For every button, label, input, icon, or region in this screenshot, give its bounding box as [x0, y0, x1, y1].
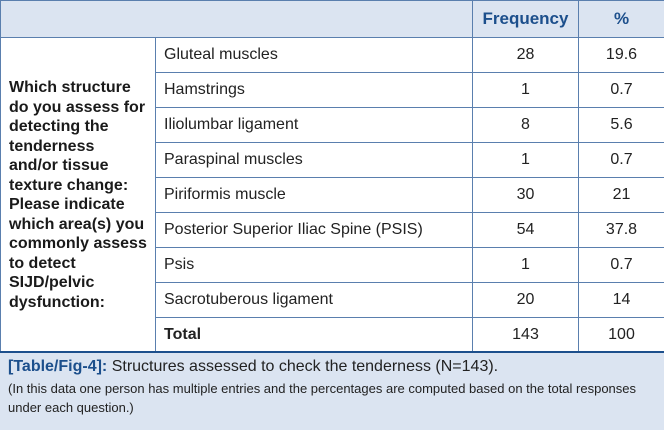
- table-caption: [0, 351, 664, 430]
- header-percent: %: [579, 1, 664, 38]
- caption-note: (In this data one person has multiple entries and the percentages are computed based on the total responses under each question.): [8, 381, 637, 415]
- row-frequency: 8: [473, 108, 579, 143]
- row-frequency: 20: [473, 283, 579, 318]
- row-percent: 0.7: [579, 248, 664, 283]
- caption-title: Structures assessed to check the tenderness (N=143).: [107, 358, 499, 375]
- row-label: Gluteal muscles: [156, 38, 473, 73]
- row-label: Sacrotuberous ligament: [156, 283, 473, 318]
- row-frequency: 28: [473, 38, 579, 73]
- row-percent: 0.7: [579, 73, 664, 108]
- row-frequency: 1: [473, 73, 579, 108]
- total-frequency: 143: [473, 318, 579, 353]
- row-percent: 0.7: [579, 143, 664, 178]
- row-percent: 37.8: [579, 213, 664, 248]
- caption-title-line: [8, 357, 654, 377]
- row-frequency: 1: [473, 248, 579, 283]
- row-label: Iliolumbar ligament: [156, 108, 473, 143]
- row-percent: 19.6: [579, 38, 664, 73]
- row-label: Piriformis muscle: [156, 178, 473, 213]
- total-label: Total: [156, 318, 473, 353]
- row-frequency: 54: [473, 213, 579, 248]
- row-label: Paraspinal muscles: [156, 143, 473, 178]
- header-blank: [1, 1, 473, 38]
- row-label: Psis: [156, 248, 473, 283]
- row-label: Hamstrings: [156, 73, 473, 108]
- row-frequency: 30: [473, 178, 579, 213]
- row-percent: 14: [579, 283, 664, 318]
- row-percent: 21: [579, 178, 664, 213]
- header-frequency: Frequency: [473, 1, 579, 38]
- row-frequency: 1: [473, 143, 579, 178]
- total-percent: 100: [579, 318, 664, 353]
- row-label: Posterior Superior Iliac Spine (PSIS): [156, 213, 473, 248]
- table-row: [1, 38, 664, 73]
- header-row: [1, 1, 664, 38]
- question-cell: Which structure do you assess for detecting the tenderness and/or tissue texture change: Please indicate which area(s) you commonly assess to detect SIJD/pelvic dysfunction:: [1, 38, 156, 353]
- row-percent: 5.6: [579, 108, 664, 143]
- caption-label: [Table/Fig-4]:: [8, 358, 108, 375]
